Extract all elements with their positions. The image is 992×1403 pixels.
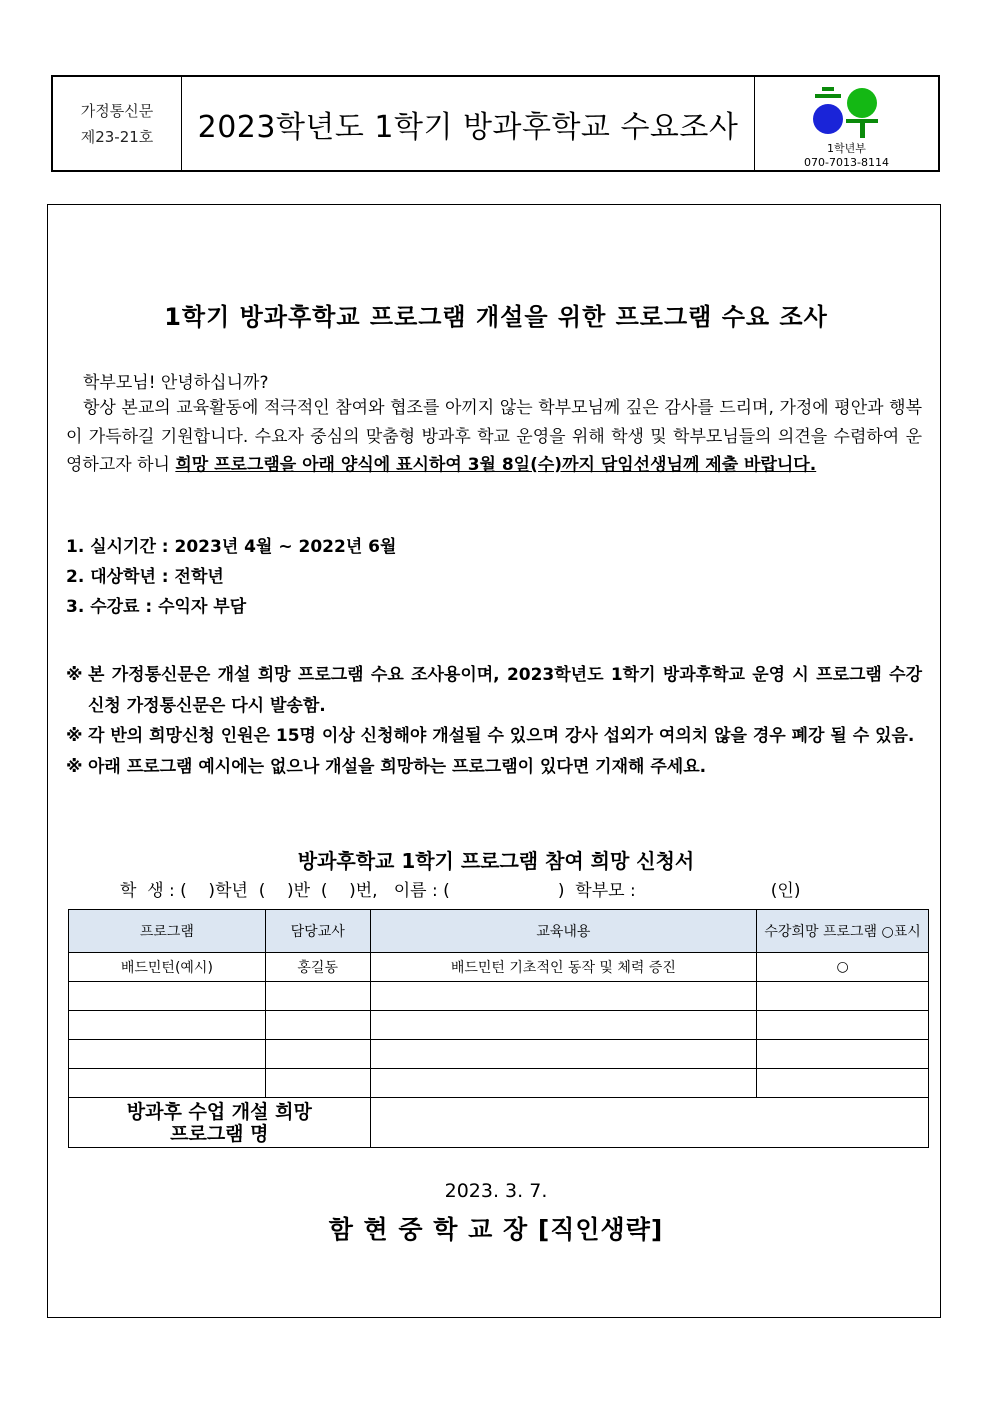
cell-program[interactable] [69, 1069, 266, 1098]
cell-program[interactable] [69, 1011, 266, 1040]
cell-teacher: 홍길동 [265, 953, 370, 982]
notes-list [66, 660, 922, 782]
cell-choice[interactable] [757, 1069, 929, 1098]
table-row [69, 1011, 929, 1040]
cell-teacher[interactable] [265, 1040, 370, 1069]
table-header-row [69, 910, 929, 953]
cell-choice: ○ [757, 953, 929, 982]
doc-info [53, 77, 182, 170]
body-emphasis: 희망 프로그램을 아래 양식에 표시하여 3월 8일(수)까지 담임선생님께 제출 바랍니다. [175, 455, 817, 475]
cell-content: 배드민턴 기초적인 동작 및 체력 증진 [370, 953, 757, 982]
cell-teacher[interactable] [265, 1069, 370, 1098]
col-header-teacher: 담당교사 [265, 910, 370, 953]
cell-teacher[interactable] [265, 1011, 370, 1040]
cell-program: 배드민턴(예시) [69, 953, 266, 982]
note-text: 각 반의 희망신청 인원은 15명 이상 신청해야 개설될 수 있으며 강사 섭외가 여의치 않을 경우 폐강 될 수 있음. [88, 726, 915, 746]
note-text: 본 가정통신문은 개설 희망 프로그램 수요 조사용이며, 2023학년도 1학기 방과후학교 운영 시 프로그램 수강 신청 가정통신문은 다시 발송함. [88, 665, 922, 716]
cell-choice[interactable] [757, 1011, 929, 1040]
note-mark: ※ [66, 665, 83, 685]
info-fee: 3. 수강료 : 수익자 부담 [66, 597, 247, 617]
header-title: 2023학년도 1학기 방과후학교 수요조사 [197, 109, 739, 145]
info-target-grade: 2. 대상학년 : 전학년 [66, 567, 224, 587]
table-row-wish [69, 1098, 929, 1148]
note-item [66, 752, 922, 783]
cell-content[interactable] [370, 982, 757, 1011]
body-text: 항상 본교의 교육활동에 적극적인 참여와 협조를 아끼지 않는 학부모님께 깊은 감사를 드리며, 가정에 평안과 행복이 가득하길 기원합니다. 수요자 중심의 맞춤형 방과후 학교 운영을 위해 학생 및 학부모님들의 의견을 수렴하여 운영하고자 하니 [66, 398, 922, 475]
wish-label-line1: 방과후 수업 개설 희망 [126, 1100, 312, 1123]
form-title: 방과후학교 1학기 프로그램 참여 희망 신청서 [297, 849, 695, 873]
department-label: 1학년부 [827, 142, 866, 155]
wish-program-label [69, 1098, 371, 1148]
principal-signature: 함 현 중 학 교 장 [직인생략] [328, 1215, 664, 1244]
school-logo-icon [812, 85, 882, 143]
cell-choice[interactable] [757, 982, 929, 1011]
issue-date: 2023. 3. 7. [444, 1180, 548, 1202]
phone-number: 070-7013-8114 [804, 156, 889, 169]
table-row [69, 1069, 929, 1098]
wish-label-line2: 프로그램 명 [170, 1122, 269, 1145]
document-title: 1학기 방과후학교 프로그램 개설을 위한 프로그램 수요 조사 [164, 303, 828, 331]
greeting: 학부모님! 안녕하십니까? [83, 373, 269, 393]
wish-program-input[interactable] [370, 1098, 928, 1148]
col-header-program: 프로그램 [69, 910, 266, 953]
note-item [66, 660, 922, 721]
table-row [69, 982, 929, 1011]
table-row [69, 1040, 929, 1069]
info-period: 1. 실시기간 : 2023년 4월 ~ 2022년 6월 [66, 537, 397, 557]
doc-type: 가정통신문 [80, 101, 154, 120]
cell-content[interactable] [370, 1011, 757, 1040]
cell-choice[interactable] [757, 1040, 929, 1069]
program-table [68, 909, 929, 1148]
note-mark: ※ [66, 726, 83, 746]
cell-content[interactable] [370, 1069, 757, 1098]
note-text: 아래 프로그램 예시에는 없으나 개설을 희망하는 프로그램이 있다면 기재해 주세요. [88, 756, 707, 777]
student-info-line: 학 생 : ( )학년 ( )반 ( )번, 이름 : ( ) 학부모 : (인) [120, 881, 801, 901]
cell-program[interactable] [69, 982, 266, 1011]
col-header-choice: 수강희망 프로그램 ○표시 [757, 910, 929, 953]
doc-number: 제23-21호 [80, 127, 154, 146]
school-logo-box [754, 77, 938, 170]
body-paragraph [66, 394, 922, 480]
table-row-example [69, 953, 929, 982]
cell-teacher[interactable] [265, 982, 370, 1011]
note-item [66, 721, 922, 752]
col-header-content: 교육내용 [370, 910, 757, 953]
document-header [51, 75, 940, 172]
note-mark: ※ [66, 756, 83, 777]
cell-program[interactable] [69, 1040, 266, 1069]
cell-content[interactable] [370, 1040, 757, 1069]
